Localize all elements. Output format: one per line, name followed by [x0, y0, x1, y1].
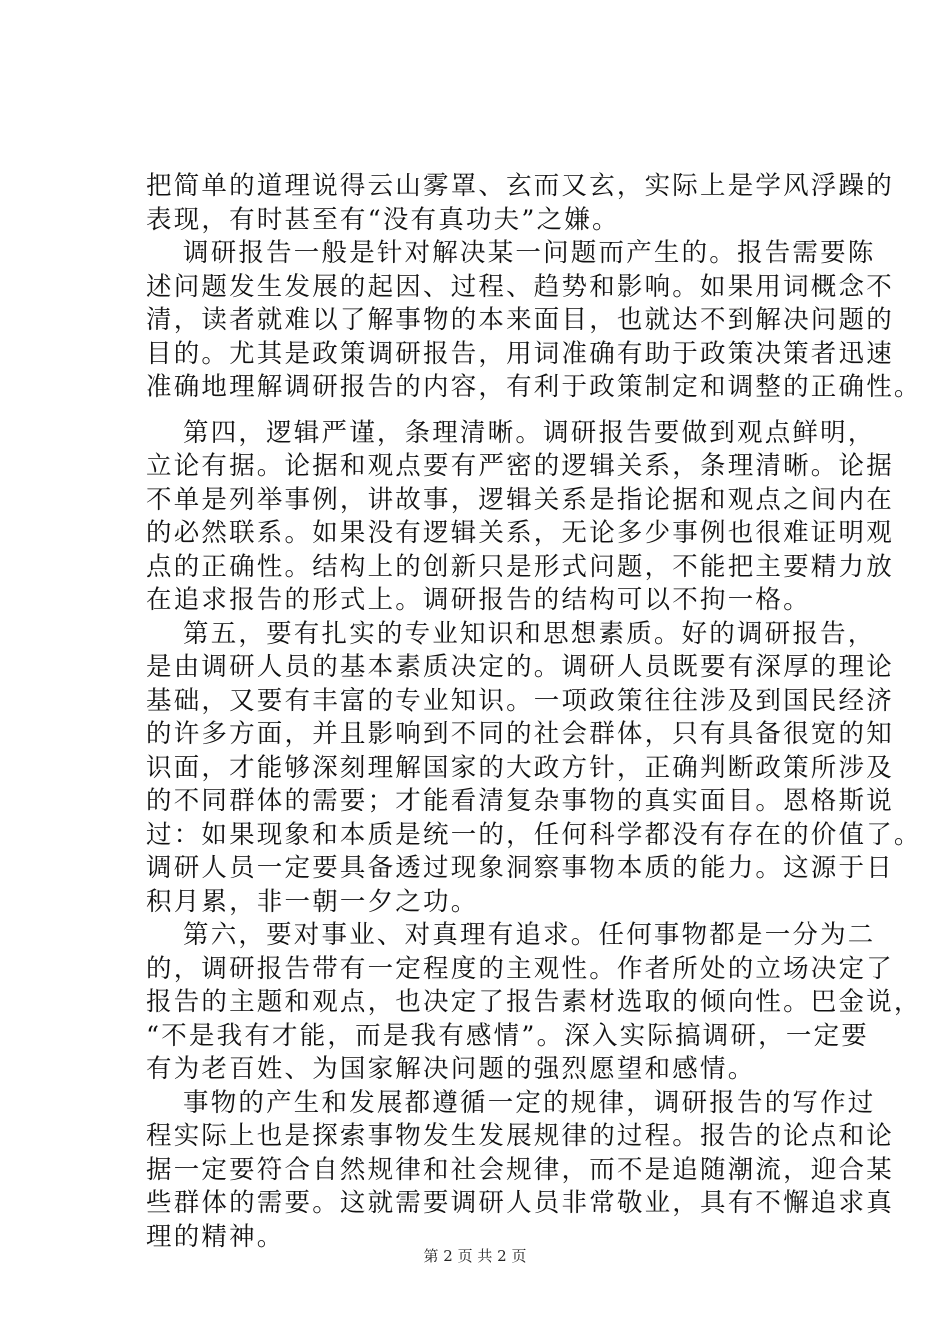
- body-text: [146, 170, 922, 1254]
- text-line: 识面，才能够深刻理解国家的大政方针，正确判断政策所涉及: [146, 752, 894, 783]
- text-line: 积月累，非一朝一夕之功。: [146, 886, 479, 917]
- text-line: 的，调研报告带有一定程度的主观性。作者所处的立场决定了: [146, 953, 894, 984]
- page-footer: 第 2 页 共 2 页: [423, 1247, 527, 1265]
- text-line: 基础，又要有丰富的专业知识。一项政策往往涉及到国民经济: [146, 685, 894, 716]
- text-line: 准确地理解调研报告的内容，有利于政策制定和调整的正确性。: [146, 372, 922, 402]
- text-line: 第四，逻辑严谨，条理清晰。调研报告要做到观点鲜明，: [183, 417, 876, 448]
- text-line: 的必然联系。如果没有逻辑关系，无论多少事例也很难证明观: [146, 518, 894, 548]
- text-line: 目的。尤其是政策调研报告，用词准确有助于政策决策者迅速: [146, 338, 894, 369]
- paragraph: [146, 170, 894, 237]
- text-line: 表现，有时甚至有“没有真功夫”之嫌。: [146, 204, 620, 235]
- text-line: 理的精神。: [146, 1221, 285, 1252]
- text-line: 第五，要有扎实的专业知识和思想素质。好的调研报告，: [183, 618, 876, 649]
- paragraph: [146, 1087, 894, 1255]
- paragraph: [146, 919, 922, 1087]
- text-line: 立论有据。论据和观点要有严密的逻辑关系，条理清晰。论据: [146, 451, 894, 481]
- text-line: 过：如果现象和本质是统一的，任何科学都没有存在的价值了。: [146, 819, 922, 850]
- text-line: 据一定要符合自然规律和社会规律，而不是追随潮流，迎合某: [146, 1154, 894, 1185]
- text-line: 把简单的道理说得云山雾罩、玄而又玄，实际上是学风浮躁的: [146, 171, 894, 201]
- text-line: 清，读者就难以了解事物的本来面目，也就达不到解决问题的: [146, 305, 894, 335]
- text-line: 是由调研人员的基本素质决定的。调研人员既要有深厚的理论: [146, 652, 894, 682]
- paragraph: [146, 417, 894, 618]
- text-line: 的许多方面，并且影响到不同的社会群体，只有具备很宽的知: [146, 719, 894, 749]
- text-line: 调研报告一般是针对解决某一问题而产生的。报告需要陈: [183, 238, 876, 268]
- text-line: 的不同群体的需要；才能看清复杂事物的真实面目。恩格斯说: [146, 786, 894, 816]
- text-line: 报告的主题和观点，也决定了报告素材选取的倾向性。巴金说，: [146, 987, 922, 1017]
- text-line: 第六，要对事业、对真理有追求。任何事物都是一分为二: [183, 920, 876, 950]
- paragraph: [146, 618, 922, 920]
- text-line: 不单是列举事例，讲故事，逻辑关系是指论据和观点之间内在: [146, 484, 894, 515]
- text-line: “不是我有才能，而是我有感情”。深入实际搞调研，一定要: [146, 1020, 869, 1051]
- text-line: 有为老百姓、为国家解决问题的强烈愿望和感情。: [146, 1054, 756, 1084]
- paragraph-gap: [146, 405, 836, 417]
- text-line: 述问题发生发展的起因、过程、趋势和影响。如果用词概念不: [146, 271, 894, 302]
- text-line: 事物的产生和发展都遵循一定的规律，调研报告的写作过: [183, 1087, 876, 1118]
- text-line: 在追求报告的形式上。调研报告的结构可以不拘一格。: [146, 585, 811, 615]
- text-line: 调研人员一定要具备透过现象洞察事物本质的能力。这源于日: [146, 853, 894, 883]
- paragraph: [146, 237, 922, 405]
- text-line: 程实际上也是探索事物发生发展规律的过程。报告的论点和论: [146, 1121, 894, 1151]
- text-line: 点的正确性。结构上的创新只是形式问题，不能把主要精力放: [146, 551, 894, 582]
- text-line: 些群体的需要。这就需要调研人员非常敬业，具有不懈追求真: [146, 1188, 894, 1218]
